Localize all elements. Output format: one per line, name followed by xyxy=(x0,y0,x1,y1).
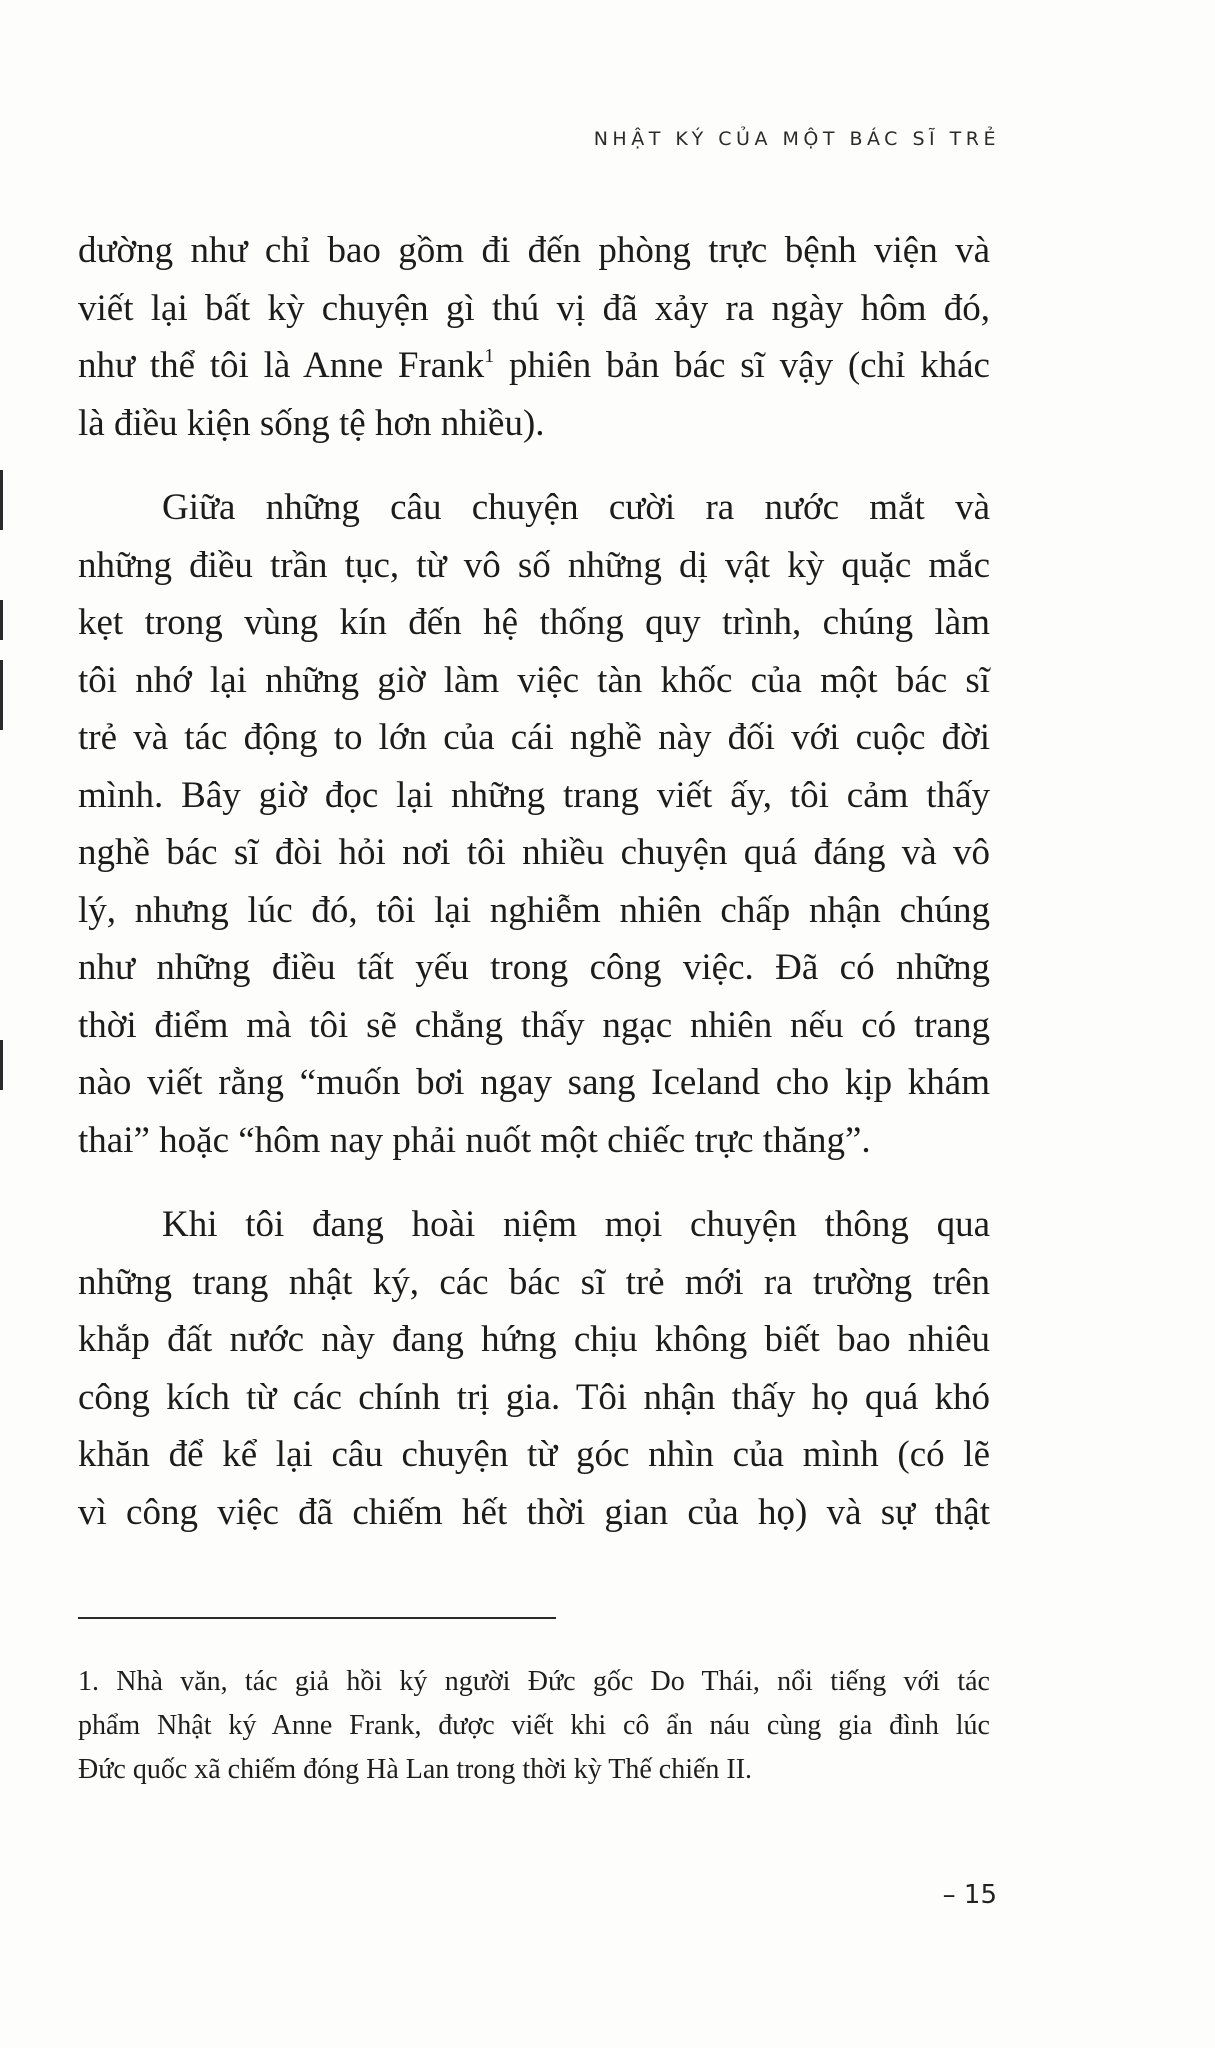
text-line: dường như chỉ bao gồm đi đến phòng trực bệnh viện và xyxy=(78,230,990,271)
binding-edge-mark xyxy=(0,470,3,530)
text-line: thời điểm mà tôi sẽ chẳng thấy ngạc nhiên nếu có trang xyxy=(78,1004,990,1046)
footnote-line: phẩm Nhật ký Anne Frank, được viết khi cô ẩn náu cùng gia đình lúc xyxy=(78,1710,990,1741)
text-line-with-footnote-ref xyxy=(78,337,990,395)
text-line: khăn để kể lại câu chuyện từ góc nhìn của mình (có lẽ xyxy=(78,1434,990,1475)
text-line: thai” hoặc “hôm nay phải nuốt một chiếc trực thăng”. xyxy=(78,1119,871,1161)
text-line: viết lại bất kỳ chuyện gì thú vị đã xảy ra ngày hôm đó, xyxy=(78,287,990,329)
paragraph xyxy=(78,222,990,452)
footnote-divider xyxy=(78,1617,556,1619)
text-line: những trang nhật ký, các bác sĩ trẻ mới ra trường trên xyxy=(78,1261,990,1303)
text-line: Giữa những câu chuyện cười ra nước mắt và xyxy=(162,487,990,528)
text-line: vì công việc đã chiếm hết thời gian của họ) và sự thật xyxy=(78,1491,990,1533)
footnote-line: 1. Nhà văn, tác giả hồi ký người Đức gốc Do Thái, nổi tiếng với tác xyxy=(78,1666,990,1697)
text-segment: như thể tôi là Anne Frank xyxy=(78,345,485,386)
footnote xyxy=(78,1660,990,1792)
text-line: khắp đất nước này đang hứng chịu không biết bao nhiêu xyxy=(78,1319,990,1360)
text-line: trẻ và tác động to lớn của cái nghề này đối với cuộc đời xyxy=(78,717,990,758)
paragraph xyxy=(78,1196,990,1541)
footnote-ref[interactable]: 1 xyxy=(484,345,495,367)
text-segment: phiên bản bác sĩ vậy (chỉ khác xyxy=(494,345,990,386)
footnote-line: Đức quốc xã chiếm đóng Hà Lan trong thời kỳ Thế chiến II. xyxy=(78,1754,753,1785)
text-line: là điều kiện sống tệ hơn nhiều). xyxy=(78,402,545,444)
paragraph xyxy=(78,479,990,1169)
text-line: nào viết rằng “muốn bơi ngay sang Iceland cho kịp khám xyxy=(78,1062,990,1103)
page-number: – 15 xyxy=(942,1880,997,1910)
text-line: lý, nhưng lúc đó, tôi lại nghiễm nhiên chấp nhận chúng xyxy=(78,889,990,931)
text-line: tôi nhớ lại những giờ làm việc tàn khốc của một bác sĩ xyxy=(78,659,990,701)
text-line: Khi tôi đang hoài niệm mọi chuyện thông qua xyxy=(162,1204,990,1245)
text-line: nghề bác sĩ đòi hỏi nơi tôi nhiều chuyện quá đáng và vô xyxy=(78,832,990,873)
text-line: kẹt trong vùng kín đến hệ thống quy trình, chúng làm xyxy=(78,602,990,643)
binding-edge-mark xyxy=(0,1040,3,1090)
text-line: những điều trần tục, từ vô số những dị vật kỳ quặc mắc xyxy=(78,544,990,586)
binding-edge-mark xyxy=(0,600,3,640)
text-line: như những điều tất yếu trong công việc. Đã có những xyxy=(78,947,990,988)
text-line: công kích từ các chính trị gia. Tôi nhận thấy họ quá khó xyxy=(78,1376,990,1418)
body-text xyxy=(78,222,990,1541)
running-header: NHẬT KÝ CỦA MỘT BÁC SĨ TRẺ xyxy=(593,128,1000,150)
binding-edge-mark xyxy=(0,660,3,730)
text-line: mình. Bây giờ đọc lại những trang viết ấy, tôi cảm thấy xyxy=(78,774,990,816)
